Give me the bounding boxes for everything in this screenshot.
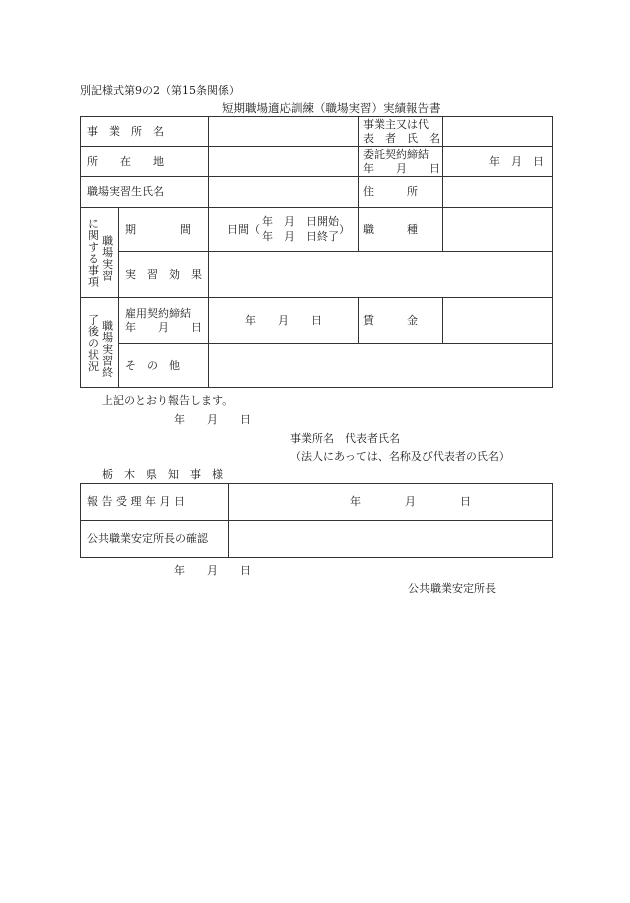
location-label: 所 在 地 (81, 147, 209, 177)
received-date-label: 報 告 受 理 年 月 日 (81, 484, 229, 521)
report-table (80, 116, 553, 388)
employ-label-line1: 雇用契約締結 (125, 306, 191, 320)
received-date-field[interactable]: 年 月 日 (229, 484, 553, 521)
office-use-table (80, 483, 553, 558)
other-label: そ の 他 (119, 344, 209, 388)
period-end: 年 月 日終了 (262, 229, 339, 243)
office-head: 公共職業安定所長 (408, 582, 496, 595)
contract-date-field[interactable]: 年 月 日 (443, 147, 553, 177)
effect-field[interactable] (209, 252, 553, 298)
owner-label-line2: 表 者 氏 名 (363, 131, 440, 145)
period-prefix: 日間（ (227, 222, 260, 236)
location-field[interactable] (209, 147, 359, 177)
address-field[interactable] (443, 177, 553, 208)
period-field[interactable] (209, 208, 359, 252)
form-reference: 別記様式第9の2（第15条関係） (80, 84, 240, 97)
form-title: 短期職場適応訓練（職場実習）実績報告書 (222, 101, 441, 115)
group1-heading (81, 208, 119, 298)
group2-heading-a: 職場実習終 (100, 319, 114, 378)
job-type-field[interactable] (443, 208, 553, 252)
office-name-field[interactable] (209, 117, 359, 147)
job-type-label: 職 種 (359, 208, 443, 252)
group1-heading-a: 職場実習 (100, 235, 114, 282)
wage-field[interactable] (443, 298, 553, 344)
confirm-date[interactable]: 年 月 日 (174, 564, 251, 577)
contract-label-line1: 委託契約締結 (363, 147, 429, 161)
group1-heading-b: に関する事項 (86, 217, 100, 288)
owner-label-line1: 事業主又は代 (363, 117, 429, 131)
other-field[interactable] (209, 344, 553, 388)
group2-heading (81, 298, 119, 388)
employ-label-line2: 年 月 日 (125, 320, 202, 334)
effect-label: 実 習 効 果 (119, 252, 209, 298)
contract-label-line2: 年 月 日 (363, 161, 440, 175)
report-date[interactable]: 年 月 日 (174, 413, 251, 426)
addressee: 栃 木 県 知 事 様 (102, 468, 223, 481)
confirm-field[interactable] (229, 521, 553, 558)
office-name-label: 事 業 所 名 (81, 117, 209, 147)
trainee-field[interactable] (209, 177, 359, 208)
wage-label: 賃 金 (359, 298, 443, 344)
owner-name-field[interactable] (443, 117, 553, 147)
confirm-label: 公共職業安定所長の確認 (81, 521, 229, 558)
period-label: 期 間 (119, 208, 209, 252)
group2-heading-b: 了後の状況 (86, 313, 100, 372)
statement: 上記のとおり報告します。 (102, 394, 234, 407)
period-close: ） (339, 222, 350, 236)
address-label: 住 所 (359, 177, 443, 208)
employ-date-field[interactable]: 年 月 日 (209, 298, 359, 344)
period-start: 年 月 日開始 (262, 215, 339, 229)
trainee-label: 職場実習生氏名 (81, 177, 209, 208)
signer-line1: 事業所名 代表者氏名 (290, 432, 400, 445)
signer-line2: （法人にあっては、名称及び代表者の氏名） (290, 450, 510, 463)
